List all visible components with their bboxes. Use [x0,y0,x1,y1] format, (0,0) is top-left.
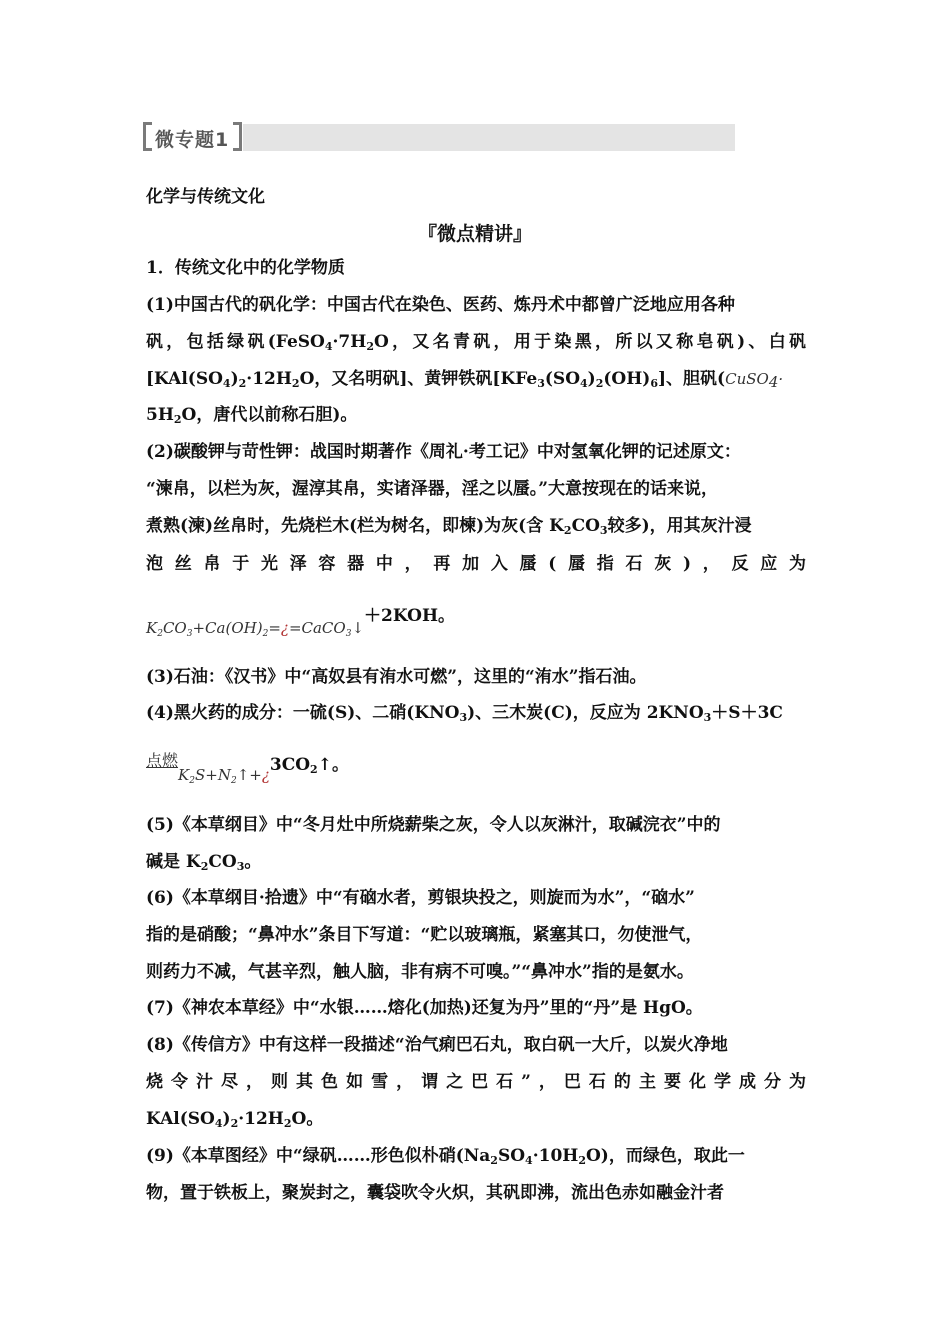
p2-equation: $K_2CO_3+Ca(OH)_2=¿=CaCO_3↓+2KOH$。 [146,606,456,639]
p2-line-2: “湅帛，以栏为灰，渥淳其帛，实诸泽器，淫之以蜃。”大意按现在的话来说， [146,479,719,499]
p4-equation: 点燃$K_2S+N_2↑+¿3CO_2↑$。 [146,751,349,786]
p9-line-1: (9)《本草图经》中“绿矾……形色似朴硝$(Na_2SO_4\cdot 10H_2O)$，而绿色，取此一 [146,1146,745,1167]
banner-title: 微专题1 [155,129,230,151]
p8-line-1: (8)《传信方》中有这样一段描述“治气痢巴石丸，取白矾一大斤，以炭火净地 [146,1035,728,1055]
p1-line-3: [$KAl(SO_4)_2\cdot 12H_2O$，又名明矾]、黄钾铁矾$[KFe_3(SO_4)_2(OH)_6]$、胆矾(CuSO$_4$· [146,369,784,391]
p6-line-3: 则药力不减，气甚辛烈，触人脑，非有病不可嗅。”“鼻冲水”指的是氨水。 [146,962,694,982]
p1-line-2: 矾，包括绿矾($FeSO_4\cdot 7H_2O$，又名青矾，用于染黑，所以又称皂矾)、白矾 [146,332,806,353]
section-title: 『微点精讲』 [417,223,532,245]
p8-line-2: 烧令汁尽，则其色如雪，谓之巴石”，巴石的主要化学成分为 [146,1072,806,1092]
p2-line-4: 泡丝帛于光泽容器中，再加入蜃(蜃指石灰)，反应为 [146,554,806,574]
sub-heading: 1．传统文化中的化学物质 [146,258,345,278]
p6-line-1: (6)《本草纲目·拾遗》中“有硇水者，剪银块投之，则旋而为水”，“硇水” [146,888,695,908]
p2-line-3: 煮熟(湅)丝帛时，先烧栏木(栏为树名，即楝)为灰(含 $K_2CO_3$较多)，用其灰汁浸 [146,516,752,537]
topic-banner [143,122,735,153]
p7-line-1: (7)《神农本草经》中“水银……熔化(加热)还复为丹”里的“丹”是 HgO。 [146,998,703,1018]
p1-line-4: $5H_2O$，唐代以前称石胆)。 [146,405,358,426]
p9-line-2: 物，置于铁板上，聚炭封之，囊袋吹令火炽，其矾即沸，流出色赤如融金汁者 [146,1183,724,1203]
banner-left-bracket [143,122,152,151]
banner-bar [243,124,735,151]
p5-line-1: (5)《本草纲目》中“冬月灶中所烧薪柴之灰，令人以灰淋汁，取碱浣衣”中的 [146,815,721,835]
p8-line-3: $KAl(SO_4)_2\cdot 12H_2O$。 [146,1109,324,1130]
banner-right-bracket [233,122,242,151]
p4-line-1: (4)黑火药的成分：一硫(S)、二硝$(KNO_3)$、三木炭(C)，反应为 $2KNO_3+S+3C$ [146,703,783,724]
p6-line-2: 指的是硝酸；“鼻冲水”条目下写道：“贮以玻璃瓶，紧塞其口，勿使泄气， [146,925,703,945]
p5-line-2: 碱是 $K_2CO_3$。 [146,852,262,873]
p1-line-1: (1)中国古代的矾化学：中国古代在染色、医药、炼丹术中都曾广泛地应用各种 [146,295,735,315]
page-heading: 化学与传统文化 [146,187,265,207]
p2-line-1: (2)碳酸钾与苛性钾：战国时期著作《周礼·考工记》中对氢氧化钾的记述原文： [146,442,741,462]
p3-line-1: (3)石油：《汉书》中“高奴县有洧水可燃”，这里的“洧水”指石油。 [146,667,647,687]
